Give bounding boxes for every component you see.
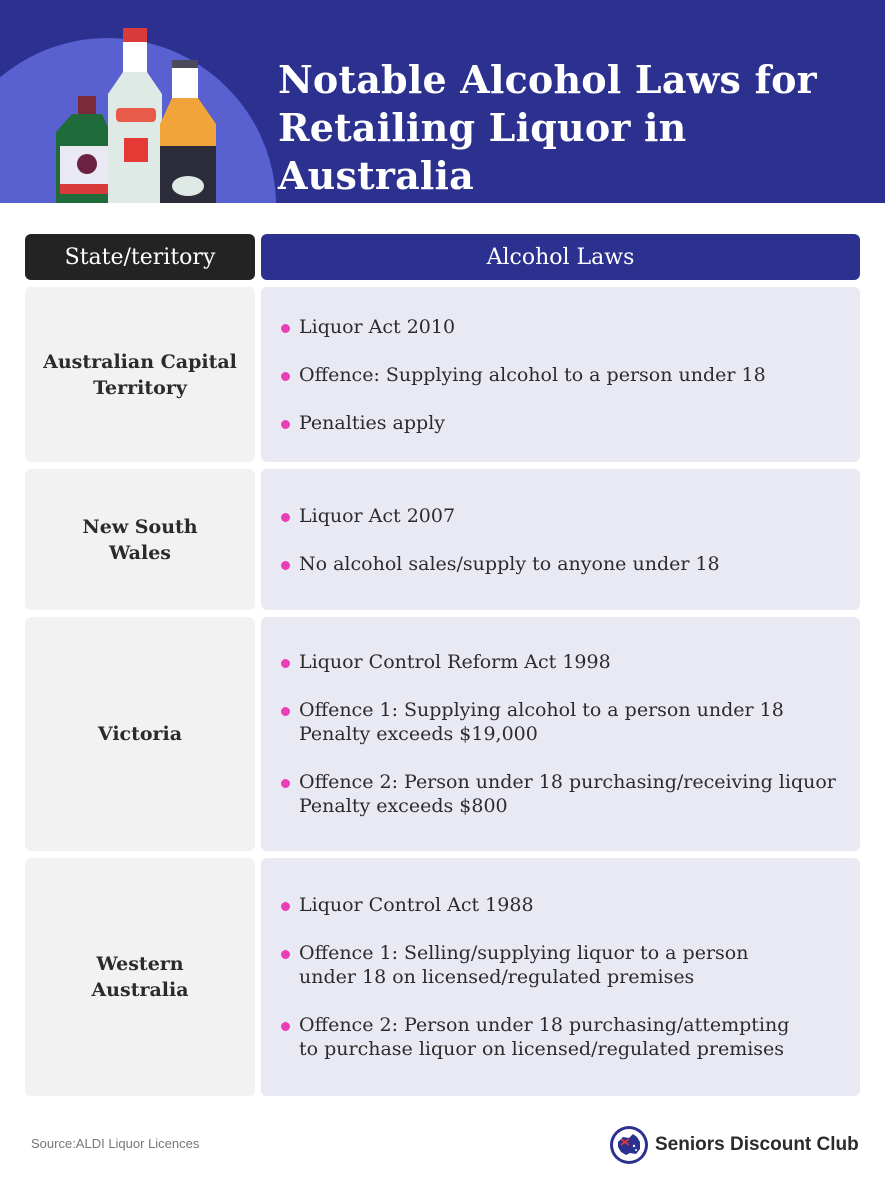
law-text: Penalties apply <box>299 411 446 434</box>
table-row-nsw <box>25 469 860 610</box>
law-item <box>281 552 848 576</box>
state-name-line-1: Victoria <box>97 723 183 745</box>
australia-map-logo-icon <box>609 1125 649 1165</box>
law-item <box>281 698 848 746</box>
brand-logo-group <box>609 1125 859 1165</box>
state-name-line-2: Australia <box>91 979 189 1001</box>
law-text: Offence: Supplying alcohol to a person under 18 <box>299 363 766 386</box>
liquor-bottles-icon <box>50 28 230 203</box>
state-cell <box>25 617 255 851</box>
state-cell <box>25 287 255 462</box>
law-text: Offence 2: Person under 18 purchasing/receiving liquor <box>299 771 836 793</box>
laws-cell <box>261 617 860 851</box>
state-name-line-1: New South <box>82 515 198 538</box>
law-item <box>281 315 848 339</box>
state-name-line-1: Western <box>96 953 184 975</box>
law-text-continued: Penalty exceeds $19,000 <box>299 723 538 745</box>
laws-cell <box>261 287 860 462</box>
law-text-continued: to purchase liquor on licensed/regulated premises <box>299 1038 785 1060</box>
title-line-2: Retailing Liquor in Australia <box>278 105 687 198</box>
law-text: Liquor Act 2010 <box>299 315 456 338</box>
law-item <box>281 363 848 387</box>
law-text: Liquor Control Act 1988 <box>299 894 534 916</box>
laws-cell <box>261 469 860 610</box>
source-citation: Source:ALDI Liquor Licences <box>31 1136 200 1151</box>
state-name-line-2: Territory <box>93 376 187 399</box>
law-text: Liquor Control Reform Act 1998 <box>299 651 611 673</box>
table-row-western-australia <box>25 858 860 1096</box>
brand-name: Seniors Discount Club <box>655 1134 859 1155</box>
table-row-act <box>25 287 860 462</box>
column-header-state: State/teritory <box>25 234 255 280</box>
law-text: Offence 2: Person under 18 purchasing/attempting <box>299 1014 790 1036</box>
page-title <box>278 56 868 200</box>
law-text: Offence 1: Supplying alcohol to a person under 18 <box>299 699 784 721</box>
law-text-continued: Penalty exceeds $800 <box>299 795 508 817</box>
state-cell <box>25 858 255 1096</box>
column-header-laws: Alcohol Laws <box>261 234 860 280</box>
state-name-line-2: Wales <box>108 541 171 564</box>
state-cell <box>25 469 255 610</box>
law-text-continued: under 18 on licensed/regulated premises <box>299 966 695 988</box>
table-row-victoria <box>25 617 860 851</box>
law-item <box>281 941 848 989</box>
law-item <box>281 893 848 917</box>
law-item <box>281 650 848 674</box>
law-item <box>281 411 848 435</box>
laws-cell <box>261 858 860 1096</box>
state-name-line-1: Australian Capital <box>43 350 237 373</box>
header-banner <box>0 0 885 203</box>
law-item <box>281 1013 848 1061</box>
law-text: Offence 1: Selling/supplying liquor to a person <box>299 942 749 964</box>
law-text: Liquor Act 2007 <box>299 504 456 527</box>
title-line-1: Notable Alcohol Laws for <box>278 57 817 102</box>
law-text: No alcohol sales/supply to anyone under 18 <box>299 552 720 575</box>
law-item <box>281 504 848 528</box>
law-item <box>281 770 848 818</box>
